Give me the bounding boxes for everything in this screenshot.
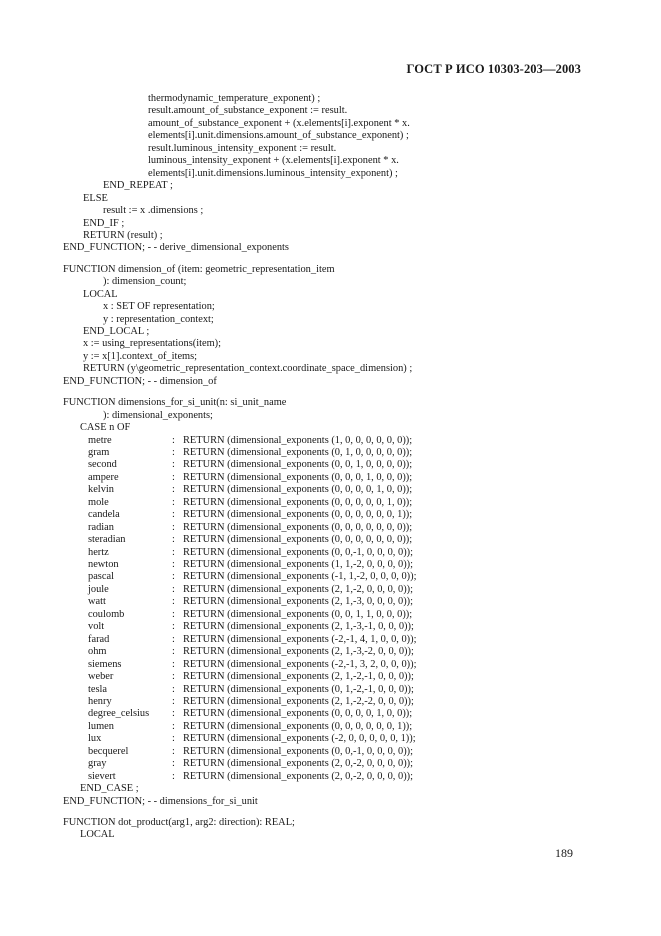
case-return-statement: RETURN (dimensional_exponents (0, 0, 1, 1, 0, 0, 0));: [183, 608, 413, 620]
code-line: FUNCTION dimension_of (item: geometric_representation_item: [63, 263, 335, 275]
case-return-statement: RETURN (dimensional_exponents (0, 0, 0, 0, 0, 1, 0));: [183, 496, 413, 508]
code-line: ELSE: [83, 192, 108, 204]
code-line: END_REPEAT ;: [103, 180, 173, 192]
code-line: x : SET OF representation;: [103, 301, 215, 313]
case-return-statement: RETURN (dimensional_exponents (0, 0, 1, 0, 0, 0, 0));: [183, 459, 413, 471]
case-unit-name: pascal: [88, 571, 114, 583]
case-colon: :: [172, 534, 175, 546]
case-colon: :: [172, 621, 175, 633]
case-unit-name: second: [88, 459, 117, 471]
case-return-statement: RETURN (dimensional_exponents (0, 0, 0, 0, 0, 0, 1));: [183, 509, 413, 521]
case-colon: :: [172, 459, 175, 471]
case-colon: :: [172, 696, 175, 707]
case-return-statement: RETURN (dimensional_exponents (-2, 0, 0, 0, 0, 0, 1));: [183, 733, 416, 745]
case-return-statement: RETURN (dimensional_exponents (0, 0,-1, 0, 0, 0, 0));: [183, 745, 414, 757]
case-return-statement: RETURN (dimensional_exponents (0, 1, 0, 0, 0, 0, 0));: [183, 446, 413, 458]
case-return-statement: RETURN (dimensional_exponents (2, 1,-3,-2, 0, 0, 0));: [183, 646, 414, 658]
case-unit-name: siemens: [88, 658, 122, 670]
code-line: FUNCTION dimensions_for_si_unit(n: si_unit_name: [63, 397, 287, 409]
code-line: LOCAL: [80, 829, 115, 841]
case-unit-name: degree_celsius: [88, 708, 150, 720]
code-line: CASE n OF: [80, 422, 131, 433]
case-colon: :: [172, 484, 175, 496]
case-unit-name: volt: [88, 621, 105, 633]
case-return-statement: RETURN (dimensional_exponents (2, 1,-2,-2, 0, 0, 0));: [183, 696, 414, 707]
page-number: 189: [555, 846, 573, 860]
case-unit-name: coulomb: [88, 608, 125, 620]
case-unit-name: hertz: [88, 546, 109, 558]
code-line: elements[i].unit.dimensions.luminous_intensity_exponent) ;: [148, 167, 398, 179]
case-unit-name: candela: [88, 509, 120, 521]
case-unit-name: mole: [88, 496, 109, 508]
case-return-statement: RETURN (dimensional_exponents (0, 0, 0, 1, 0, 0, 0));: [183, 471, 413, 483]
case-return-statement: RETURN (dimensional_exponents (-2,-1, 3, 2, 0, 0, 0));: [183, 658, 417, 670]
case-unit-name: steradian: [88, 534, 126, 546]
case-unit-name: lumen: [88, 720, 114, 732]
case-colon: :: [172, 770, 175, 782]
case-return-statement: RETURN (dimensional_exponents (-2,-1, 4, 1, 0, 0, 0));: [183, 633, 417, 645]
code-line: END_LOCAL ;: [83, 326, 150, 337]
case-return-statement: RETURN (dimensional_exponents (0, 0, 0, 0, 1, 0, 0));: [183, 484, 413, 496]
case-unit-name: gray: [88, 758, 107, 770]
case-return-statement: RETURN (dimensional_exponents (2, 1,-3,-1, 0, 0, 0));: [183, 621, 414, 633]
case-unit-name: kelvin: [88, 484, 114, 496]
case-colon: :: [172, 720, 175, 732]
case-colon: :: [172, 509, 175, 521]
case-unit-name: radian: [88, 521, 114, 533]
code-line: thermodynamic_temperature_exponent) ;: [148, 93, 321, 104]
case-colon: :: [172, 658, 175, 670]
code-line: END_FUNCTION; - - derive_dimensional_exponents: [63, 242, 289, 254]
case-colon: :: [172, 434, 175, 446]
case-unit-name: joule: [88, 583, 109, 595]
case-unit-name: farad: [88, 633, 110, 645]
case-colon: :: [172, 521, 175, 533]
case-return-statement: RETURN (dimensional_exponents (0, 0, 0, 0, 1, 0, 0));: [183, 708, 413, 720]
case-return-statement: RETURN (dimensional_exponents (2, 1,-2, 0, 0, 0, 0));: [183, 583, 414, 595]
case-return-statement: RETURN (dimensional_exponents (1, 1,-2, 0, 0, 0, 0));: [183, 559, 414, 570]
case-return-statement: RETURN (dimensional_exponents (1, 0, 0, 0, 0, 0, 0));: [183, 434, 413, 446]
case-unit-name: metre: [88, 434, 112, 446]
code-line: ): dimension_count;: [103, 276, 187, 288]
case-unit-name: becquerel: [88, 745, 129, 757]
case-colon: :: [172, 496, 175, 508]
code-line: result.amount_of_substance_exponent := result.: [148, 105, 348, 117]
case-return-statement: RETURN (dimensional_exponents (0, 0, 0, 0, 0, 0, 1));: [183, 720, 413, 732]
code-line: END_FUNCTION; - - dimensions_for_si_unit: [63, 795, 258, 807]
case-colon: :: [172, 683, 175, 695]
case-colon: :: [172, 708, 175, 720]
code-line: y : representation_context;: [103, 313, 214, 325]
case-colon: :: [172, 633, 175, 645]
code-line: RETURN (y\geometric_representation_context.coordinate_space_dimension) ;: [83, 363, 413, 375]
case-colon: :: [172, 671, 175, 682]
code-line: x := using_representations(item);: [83, 338, 222, 350]
document-header: ГОСТ Р ИСО 10303-203—2003: [406, 62, 581, 76]
code-line: amount_of_substance_exponent + (x.elements[i].exponent * x.: [148, 117, 410, 129]
case-colon: :: [172, 758, 175, 770]
case-colon: :: [172, 596, 175, 608]
case-colon: :: [172, 745, 175, 757]
case-return-statement: RETURN (dimensional_exponents (0, 0,-1, 0, 0, 0, 0));: [183, 546, 414, 558]
case-unit-name: newton: [88, 559, 119, 570]
case-colon: :: [172, 471, 175, 483]
case-unit-name: gram: [88, 446, 110, 458]
code-line: result.luminous_intensity_exponent := result.: [148, 142, 337, 154]
case-colon: :: [172, 571, 175, 583]
case-return-statement: RETURN (dimensional_exponents (-1, 1,-2, 0, 0, 0, 0));: [183, 571, 417, 583]
case-colon: :: [172, 733, 175, 745]
code-line: END_IF ;: [83, 217, 125, 229]
case-colon: :: [172, 446, 175, 458]
case-colon: :: [172, 646, 175, 658]
case-return-statement: RETURN (dimensional_exponents (0, 0, 0, 0, 0, 0, 0));: [183, 521, 413, 533]
case-unit-name: weber: [88, 671, 114, 682]
code-line: ): dimensional_exponents;: [103, 409, 213, 421]
case-unit-name: ohm: [88, 646, 107, 658]
case-return-statement: RETURN (dimensional_exponents (0, 0, 0, 0, 0, 0, 0));: [183, 534, 413, 546]
code-line: END_CASE ;: [80, 783, 139, 795]
code-line: elements[i].unit.dimensions.amount_of_substance_exponent) ;: [148, 130, 409, 142]
code-line: result := x .dimensions ;: [103, 205, 204, 217]
code-line: FUNCTION dot_product(arg1, arg2: direction): REAL;: [63, 816, 295, 828]
case-colon: :: [172, 608, 175, 620]
case-unit-name: tesla: [88, 683, 108, 695]
case-unit-name: lux: [88, 733, 102, 745]
case-colon: :: [172, 559, 175, 570]
case-return-statement: RETURN (dimensional_exponents (2, 1,-3, 0, 0, 0, 0));: [183, 596, 414, 608]
case-return-statement: RETURN (dimensional_exponents (2, 1,-2,-1, 0, 0, 0));: [183, 671, 414, 682]
code-line: END_FUNCTION; - - dimension_of: [63, 375, 217, 387]
code-line: luminous_intensity_exponent + (x.elements[i].exponent * x.: [148, 155, 399, 167]
case-unit-name: ampere: [88, 471, 119, 483]
case-return-statement: RETURN (dimensional_exponents (2, 0,-2, 0, 0, 0, 0));: [183, 758, 414, 770]
case-unit-name: henry: [88, 696, 112, 707]
case-return-statement: RETURN (dimensional_exponents (2, 0,-2, 0, 0, 0, 0));: [183, 770, 414, 782]
case-unit-name: sievert: [88, 770, 116, 782]
case-return-statement: RETURN (dimensional_exponents (0, 1,-2,-1, 0, 0, 0));: [183, 683, 414, 695]
code-line: y := x[1].context_of_items;: [83, 350, 198, 362]
code-line: LOCAL: [83, 288, 118, 300]
case-unit-name: watt: [88, 596, 106, 608]
case-colon: :: [172, 583, 175, 595]
case-colon: :: [172, 546, 175, 558]
code-line: RETURN (result) ;: [83, 230, 163, 241]
